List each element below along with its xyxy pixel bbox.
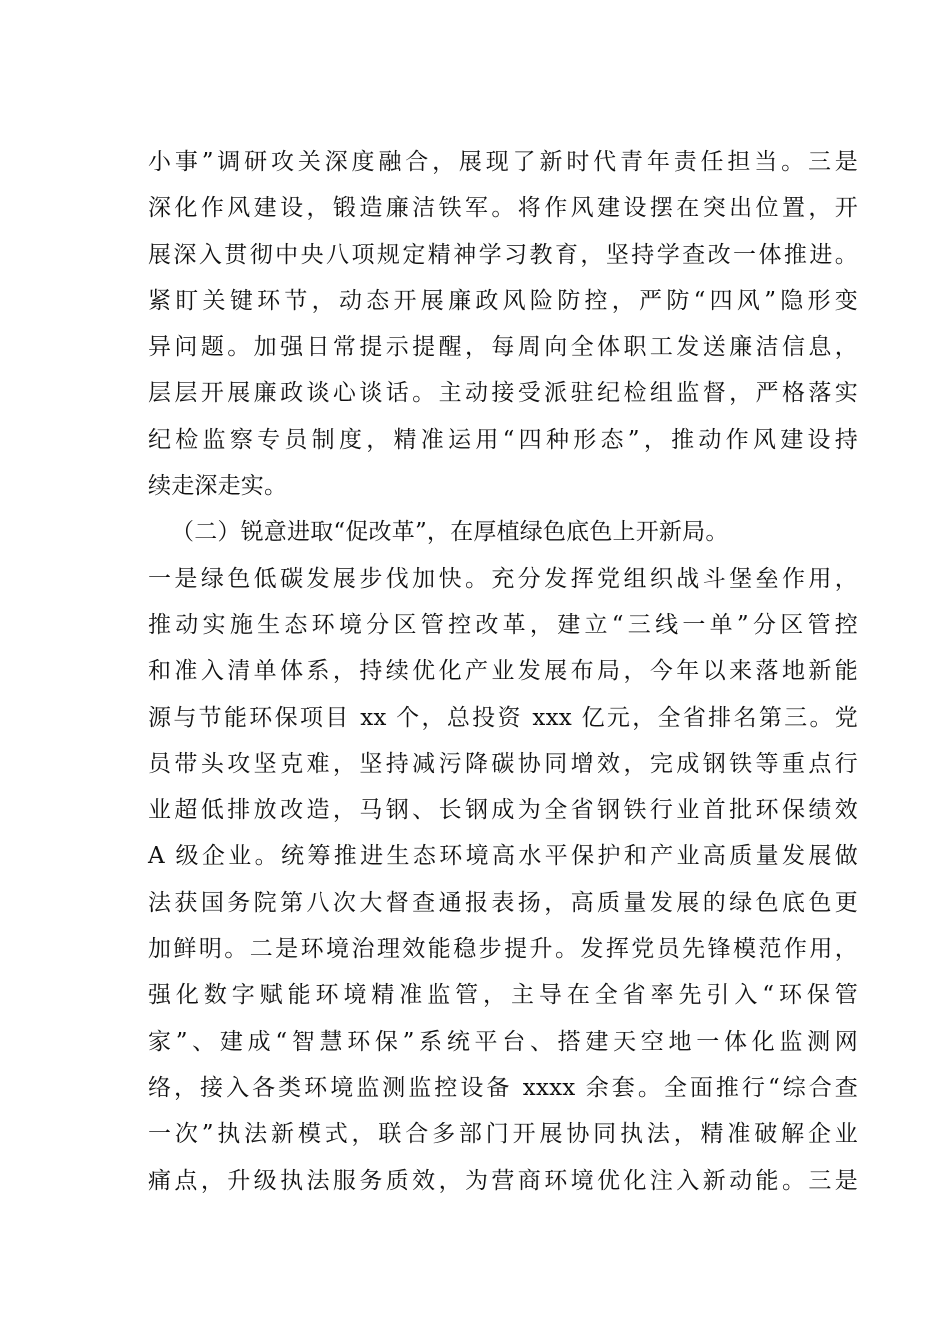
text-line: 展深入贯彻中央八项规定精神学习教育，坚持学查改一体推进。 (148, 241, 858, 268)
text-line: 络，接入各类环境监测监控设备 xxxx 余套。全面推行“综合查 (148, 1074, 858, 1101)
text-line: 和准入清单体系，持续优化产业发展布局，今年以来落地新能 (148, 658, 858, 685)
text-line: 家”、建成“智慧环保”系统平台、搭建天空地一体化监测网 (148, 1028, 858, 1055)
text-line: A 级企业。统筹推进生态环境高水平保护和产业高质量发展做 (148, 843, 858, 870)
text-line: 法获国务院第八次大督查通报表扬，高质量发展的绿色底色更 (148, 889, 858, 916)
text-line: 纪检监察专员制度，精准运用“四种形态”，推动作风建设持 (148, 426, 858, 453)
text-line: 层层开展廉政谈心谈话。主动接受派驻纪检组监督，严格落实 (148, 380, 858, 407)
section-heading: （二）锐意进取“促改革”，在厚植绿色底色上开新局。 (171, 519, 729, 546)
text-line: 一次”执法新模式，联合多部门开展协同执法，精准破解企业 (148, 1121, 858, 1148)
text-line: 小事”调研攻关深度融合，展现了新时代青年责任担当。三是 (148, 149, 858, 175)
text-line: 强化数字赋能环境精准监管，主导在全省率先引入“环保管 (148, 982, 858, 1009)
text-line: 痛点，升级执法服务质效，为营商环境优化注入新动能。三是 (148, 1167, 858, 1194)
body-text (148, 139, 858, 1204)
text-line: 推动实施生态环境分区管控改革，建立“三线一单”分区管控 (148, 611, 858, 638)
text-line: 源与节能环保项目 xx 个，总投资 xxx 亿元，全省排名第三。党 (148, 704, 858, 731)
text-line: 加鲜明。二是环境治理效能稳步提升。发挥党员先锋模范作用， (148, 936, 858, 963)
text-line: 员带头攻坚克难，坚持减污降碳协同增效，完成钢铁等重点行 (148, 750, 858, 777)
text-line: 深化作风建设，锻造廉洁铁军。将作风建设摆在突出位置，开 (148, 195, 858, 222)
text-line: 一是绿色低碳发展步伐加快。充分发挥党组织战斗堡垒作用， (148, 565, 858, 592)
text-line: 续走深走实。 (148, 473, 288, 500)
text-line: 紧盯关键环节，动态开展廉政风险防控，严防“四风”隐形变 (148, 287, 858, 314)
text-line: 异问题。加强日常提示提醒，每周向全体职工发送廉洁信息， (148, 334, 858, 361)
text-line: 业超低排放改造，马钢、长钢成为全省钢铁行业首批环保绩效 (148, 797, 858, 824)
